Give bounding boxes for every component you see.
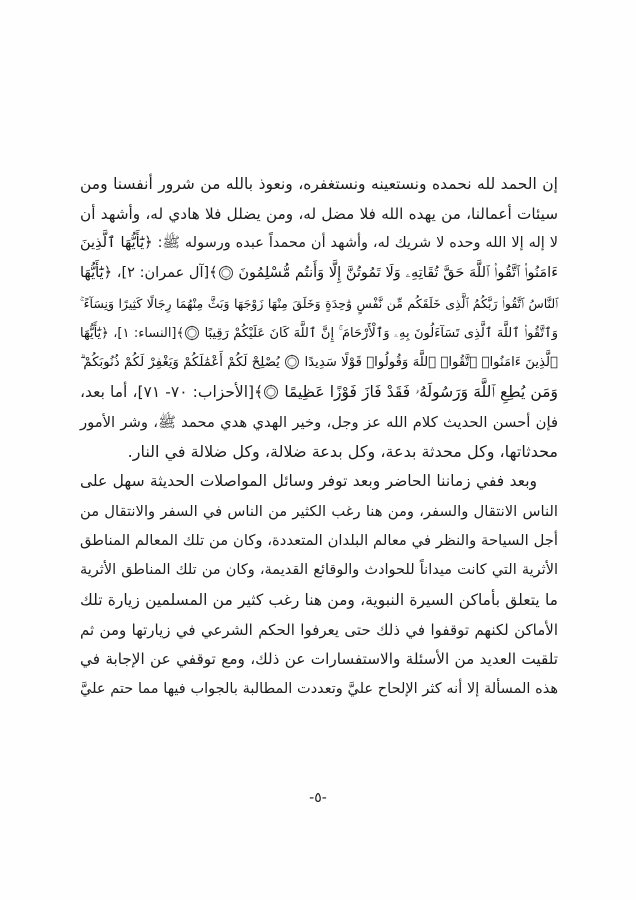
paragraph-1 [80, 170, 558, 467]
text-line [80, 259, 558, 289]
ayah-end-marker [263, 384, 279, 400]
verse-reference: [آل عمران: ٢]، [116, 265, 210, 282]
ayah-end-marker [284, 354, 300, 370]
quran-verse: ءَامَنُوا۟ ٱتَّقُوا۟ ٱللَّهَ حَقَّ تُقَاتِهِۦ وَلَا تَمُوتُنَّ إِلَّا وَأَنتُم مُّسْلِمُونَ [238, 265, 559, 282]
ayah-end-marker [184, 325, 200, 341]
prose-text: أما بعد، [80, 382, 128, 401]
text-line: سيئات أعمالنا، من يهده الله فلا مضل له، ومن يضلل فلا هادي له، وأشهد أن [80, 204, 558, 223]
quran-verse: يُصْلِحْ لَكُمْ أَعْمَٰلَكُمْ وَيَغْفِرْ لَكُمْ ذُنُوبَكُمْ ۗ [80, 355, 280, 371]
text-line [80, 319, 558, 349]
text-line: ما يتعلق بأماكن السيرة النبوية، ومن هنا رغب كثير من المسلمين زيارة تلك [80, 590, 558, 609]
text-block [80, 170, 558, 705]
text-line: أجل السياحة والنظر في معالم البلدان المتعددة، وكان من تلك المعالم المناطق [80, 532, 558, 550]
text-line: وبعد ففي زماننا الحاضر وبعد توفر وسائل المواصلات الحديثة سهل على [80, 472, 537, 491]
text-line: هذه المسألة إلا أنه كثر الإلحاح عليَّ وتعددت المطالبة بالجواب فيها مما حتم عليَّ [80, 680, 558, 697]
text-line: الأثرية التي كانت ميداناً للحوادث والوقائع القديمة، وكان من تلك المناطق الأثرية [80, 562, 558, 579]
text-line [80, 378, 558, 408]
quran-verse: ﴿يَٰٓأَيُّهَا [80, 265, 113, 282]
text-line: تلقيت العديد من الأسئلة والاستفسارات عن ذلك، ومع توقفي عن الإجابة في [80, 650, 558, 669]
page-number: -٥- [309, 790, 327, 806]
quran-verse: وَمَن يُطِعِ ٱللَّهَ وَرَسُولَهُۥ فَقَدْ فَازَ فَوْزًا عَظِيمًا [284, 382, 558, 401]
text-line [80, 289, 558, 319]
quran-verse: ﴿يَٰٓأَيُّهَا ٱلَّذِينَ [80, 235, 153, 252]
paragraph-2 [80, 467, 558, 705]
quran-verse: ﴿يَٰٓأَيُّهَا [80, 325, 109, 341]
verse-reference: [الأحزاب: ٧٠- ٧١]، [132, 382, 255, 401]
quran-verse: وَٱتَّقُوا۟ ٱللَّهَ ٱلَّذِى تَسَآءَلُونَ بِهِۦ وَٱلْأَرْحَامَ ۚ إِنَّ ٱللَّهَ كَانَ عَلَيْكُمْ رَقِيبًا [204, 325, 558, 341]
verse-close-bracket: ﴾ [254, 382, 264, 401]
text-line: فإن أحسن الحديث كلام الله عز وجل، وخير الهدي هدي محمد ﷺ، وشر الأمور [80, 413, 558, 431]
quran-verse: ٱلَّذِينَ ءَامَنُوا۟ ٱتَّقُوا۟ ٱللَّهَ وَقُولُوا۟ قَوْلًا سَدِيدًا [304, 355, 559, 371]
text-line: الناس الانتقال والسفر، ومن هنا رغب الكثير من الناس في السفر والانتقال من [80, 502, 558, 520]
verse-close-bracket: ﴾ [209, 265, 218, 282]
text-line: إن الحمد لله نحمده ونستعينه ونستغفره، ونعوذ بالله من شرور أنفسنا ومن [80, 175, 558, 193]
verse-close-bracket: ﴾ [176, 325, 185, 341]
verse-reference: [النساء: ١]، [113, 325, 177, 341]
prose-text: لا إله إلا الله وحده لا شريك له، وأشهد أن محمداً عبده ورسوله ﷺ: [157, 235, 558, 252]
ayah-end-marker [218, 265, 234, 281]
quran-verse: ٱلنَّاسُ ٱتَّقُوا۟ رَبَّكُمُ ٱلَّذِى خَلَقَكُم مِّن نَّفْسٍ وَٰحِدَةٍ وَخَلَقَ مِنْهَا زَوْجَهَا وَبَثَّ مِنْهُمَا رِجَالًا كَثِيرًا وَنِسَآءً ۚ [80, 295, 558, 311]
text-line [80, 229, 558, 259]
text-line: محدثاتها، وكل محدثة بدعة، وكل بدعة ضلالة، وكل ضلالة في النار. [127, 442, 558, 462]
text-line: الأماكن لكنهم توقفوا في ذلك حتى يعرفوا الحكم الشرعي في زيارتها ومن ثم [80, 620, 558, 639]
text-line [80, 348, 558, 378]
